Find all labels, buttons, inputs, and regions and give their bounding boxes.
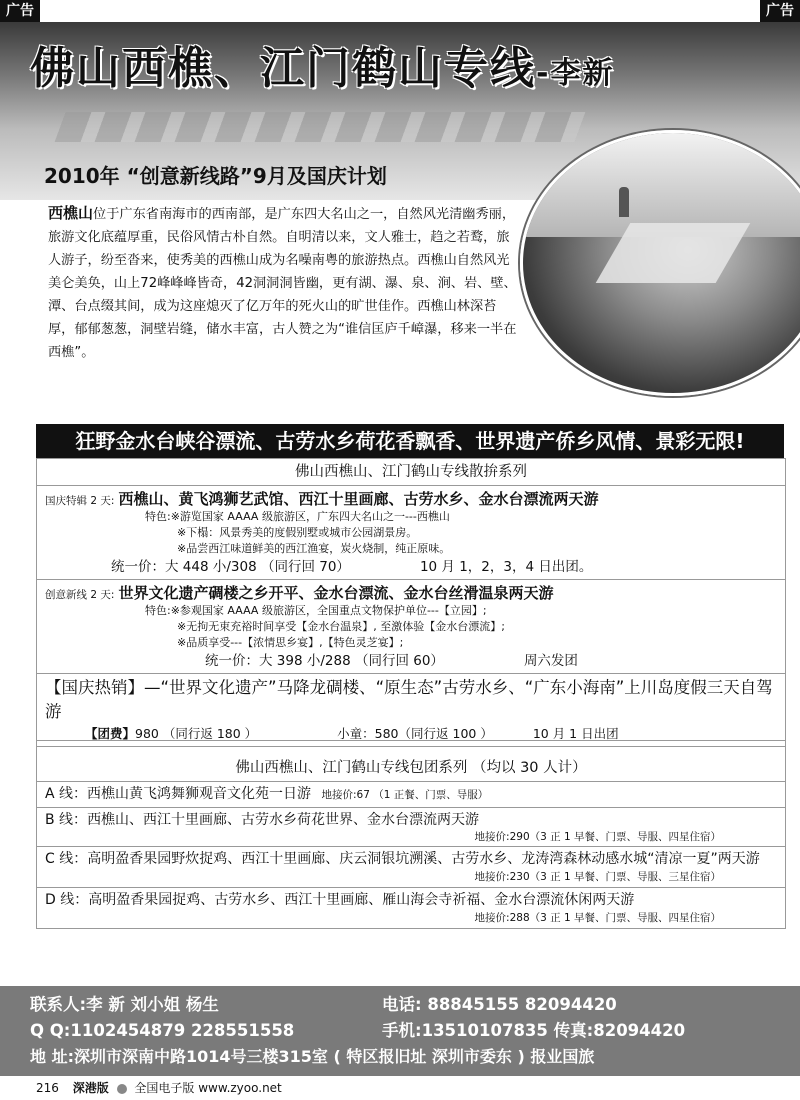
xiqiao-mountain-photo: [520, 130, 800, 396]
line-a-route: 西樵山黄飞鸿舞狮观音文化苑一日游: [87, 786, 312, 802]
page-number: 216: [36, 1081, 59, 1095]
intro-lead: 西樵山: [48, 204, 94, 222]
line-b-label: B 线：: [45, 812, 88, 828]
line-c-route: 高明盈香果园野炊捉鸡、西江十里画廊、庆云洞银坑溯溪、古劳水乡、龙涛湾森林动感水城“清凉一夏”两天游: [87, 851, 760, 867]
line-c: [37, 846, 785, 887]
promo-banner: 狂野金水台峡谷漂流、古劳水乡荷花香飘香、世界遗产侨乡风情、景彩无限!: [36, 424, 784, 458]
intro-text: 位于广东省南海市的西南部，是广东四大名山之一，自然风光清幽秀丽，旅游文化底蕴厚重，民俗风情古朴自然。自明清以来，文人雅士，趋之若鹜，旅人游子，纷至沓来，使秀美的西樵山成为名噪南粤的旅游热点。西樵山自然风光美仑美奂，山上72峰峰峰皆奇，42洞洞洞皆幽，更有湖、瀑、泉、涧、岩、壁、潭、台点缀其间，成为这座熄灭了亿万年的死火山的旷世佳作。西樵山林深苔厚，郁郁葱葱，洞壁岩缝，储水丰富，古人赞之为“谁信匡庐千嶂瀑，移来一半在西樵”。: [48, 207, 517, 360]
trip2-feature-label: 特色:: [145, 604, 171, 617]
trip1-feature-1: ※游览国家 AAAA 级旅游区，广东四大名山之一---西樵山: [170, 510, 450, 523]
baotuan-series-box: [36, 740, 786, 929]
hot-fee-label: 【团费】: [85, 726, 136, 741]
line-d: [37, 887, 785, 928]
title-suffix: -李新: [536, 56, 615, 91]
contact-phone: 电话: 88845155 82094420: [382, 995, 617, 1014]
page-edition: 深港版: [72, 1081, 109, 1095]
trip2-feature-1: ※参观国家 AAAA 级旅游区，全国重点文物保护单位---【立园】;: [170, 604, 487, 617]
trip1-name: 西樵山、黄飞鸿狮艺武馆、西江十里画廊、古劳水乡、金水台漂流两天游: [118, 490, 599, 508]
intro-paragraph: [48, 202, 518, 364]
trip2-tag: 创意新线 2 天:: [45, 589, 115, 601]
hot-fee: 980 （同行返 180 ）: [135, 726, 258, 741]
trip1-feature-2: ※下榻：风景秀美的度假别墅或城市公园湖景房。: [177, 526, 418, 539]
contact-address: 地 址:深圳市深南中路1014号三楼315室 ( 特区报旧址 深圳市委东 ) 报业国旅: [30, 1047, 595, 1066]
line-c-label: C 线：: [45, 851, 88, 867]
brand-logo-icon: [117, 1084, 127, 1094]
contact-footer: [0, 986, 800, 1076]
hot-sale-block: [37, 673, 785, 746]
trip1-price: 统一价：大 448 小/308 （同行回 70）: [111, 559, 350, 575]
line-d-price-label: 地接价:: [474, 912, 510, 924]
baotuan-heading: 佛山西樵山、江门鹤山专线包团系列 （均以 30 人计）: [235, 760, 587, 776]
trip2-feature-2: ※无拘无束充裕时间享受【金水台温泉】, 至激体验【金水台漂流】;: [177, 620, 505, 633]
hot-sale-text: 【国庆热销】—“世界文化遗产”马降龙碉楼、“原生态”古劳水乡、“广东小海南”上川岛度假三天自驾游: [45, 678, 773, 721]
trip1-block: [37, 485, 785, 579]
line-b: [37, 807, 785, 846]
trip2-block: [37, 579, 785, 673]
sanpin-heading: 佛山西樵山、江门鹤山专线散拚系列: [37, 458, 785, 485]
line-b-price: 290（3 正 1 早餐、门票、导服、四星住宿）: [509, 831, 721, 843]
page-site: 全国电子版 www.zyoo.net: [134, 1081, 282, 1095]
line-a: [37, 781, 785, 807]
page-footer: [0, 1076, 800, 1100]
trip2-feature-3: ※品质享受---【浓情思乡宴】,【特色灵芝宴】;: [177, 636, 404, 649]
photo-statue: [619, 187, 629, 217]
line-b-price-label: 地接价:: [474, 831, 510, 843]
trip2-price: 统一价：大 398 小/288 （同行回 60）: [205, 653, 444, 669]
sanpin-series-box: [36, 458, 786, 747]
contact-qq: Q Q:1102454879 228551558: [30, 1021, 295, 1040]
contact-mobile-fax: 手机:13510107835 传真:82094420: [382, 1021, 686, 1040]
trip1-feature-label: 特色:: [145, 510, 171, 523]
hot-dates: 10 月 1 日出团: [532, 726, 619, 741]
line-d-label: D 线：: [45, 892, 89, 908]
line-a-price: 67 （1 正餐、门票、导服）: [356, 789, 489, 801]
subtitle: 2010年 “创意新线路”9月及国庆计划: [44, 164, 387, 188]
trip1-feature-3: ※品尝西江味道鲜美的西江渔宴，炭火烧制，纯正原味。: [177, 542, 451, 555]
line-d-route: 高明盈香果园捉鸡、古劳水乡、西江十里画廊、雁山海会寺祈福、金水台漂流休闲两天游: [88, 892, 635, 908]
page-title: [30, 32, 614, 96]
hot-child-fee: 小童：580（同行返 100 ）: [337, 726, 493, 741]
ad-label-left: 广告: [0, 0, 40, 22]
trip2-dates: 周六发团: [523, 653, 578, 669]
contact-people: 联系人:李 新 刘小姐 杨生: [30, 995, 219, 1014]
line-c-price: 230（3 正 1 早餐、门票、导服、三星住宿）: [509, 871, 721, 883]
title-main: 佛山西樵、江门鹤山专线: [30, 43, 536, 94]
line-c-price-label: 地接价:: [474, 871, 510, 883]
photo-sky: [523, 133, 800, 237]
trip1-tag: 国庆特辑 2 天:: [45, 495, 115, 507]
trip2-name: 世界文化遗产碉楼之乡开平、金水台漂流、金水台丝滑温泉两天游: [118, 584, 554, 602]
decorative-ghost-text: [55, 112, 586, 142]
trip1-dates: 10 月 1，2，3，4 日出团。: [419, 559, 593, 575]
ad-label-right: 广告: [760, 0, 800, 22]
line-a-label: A 线：: [45, 786, 88, 802]
line-b-route: 西樵山、西江十里画廊、古劳水乡荷花世界、金水台漂流两天游: [87, 812, 480, 828]
line-d-price: 288（3 正 1 早餐、门票、导服、四星住宿）: [509, 912, 721, 924]
line-a-price-label: 地接价:: [321, 789, 357, 801]
